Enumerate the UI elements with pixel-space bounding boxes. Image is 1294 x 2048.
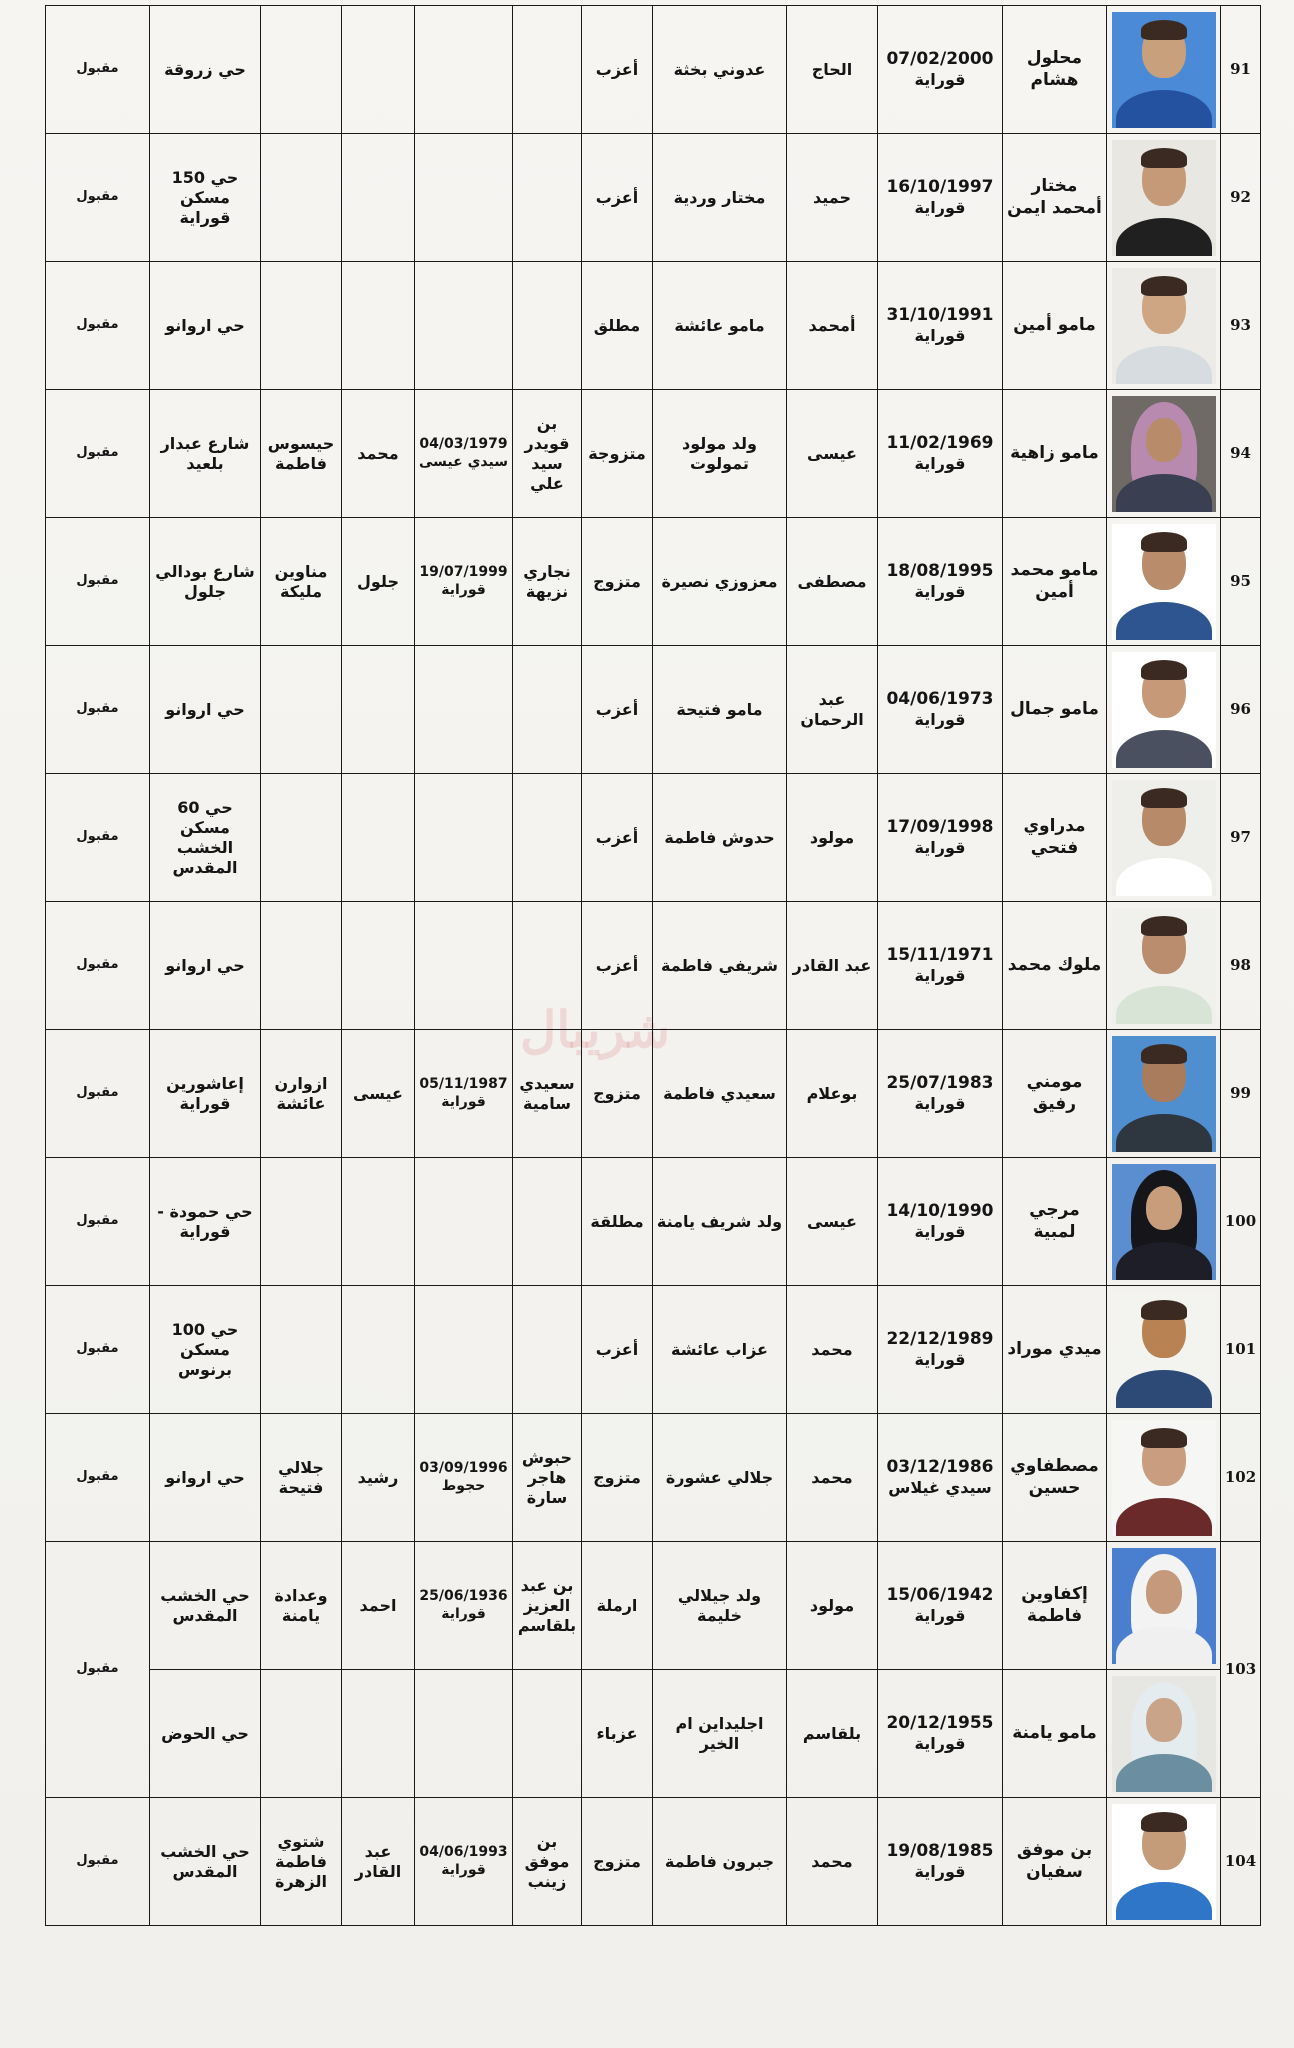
full-name: ميدي موراد bbox=[1003, 1286, 1107, 1414]
father-name: الحاج bbox=[787, 6, 878, 134]
torso-shape bbox=[1116, 986, 1212, 1024]
full-name: مامو محمد أمين bbox=[1003, 518, 1107, 646]
photo-cell bbox=[1107, 1158, 1221, 1286]
birth-date-place bbox=[878, 1798, 1003, 1926]
photo-cell bbox=[1107, 518, 1221, 646]
birth-date-place bbox=[878, 390, 1003, 518]
birth-place: قوراية bbox=[914, 198, 966, 218]
address: شارع بودالي جلول bbox=[150, 518, 261, 646]
mother-name: جلالي عشورة bbox=[653, 1414, 787, 1542]
birth-date: 15/11/1971 bbox=[886, 944, 994, 965]
person-photo bbox=[1112, 1420, 1216, 1536]
spouse-birth bbox=[415, 646, 513, 774]
spouse-birth-place: قوراية bbox=[441, 1861, 486, 1878]
row-number: 92 bbox=[1221, 134, 1261, 262]
marital-status: متزوج bbox=[582, 1414, 653, 1542]
photo-cell bbox=[1107, 6, 1221, 134]
table-row bbox=[46, 1670, 1261, 1798]
birth-date-place bbox=[878, 902, 1003, 1030]
spouse-birth-date: 05/11/1987 bbox=[419, 1076, 508, 1092]
row-number: 103 bbox=[1221, 1542, 1261, 1798]
person-photo bbox=[1112, 12, 1216, 128]
spouse-birth bbox=[415, 518, 513, 646]
mother-name: مامو عائشة bbox=[653, 262, 787, 390]
row-number: 101 bbox=[1221, 1286, 1261, 1414]
person-photo bbox=[1112, 652, 1216, 768]
birth-place: قوراية bbox=[914, 326, 966, 346]
person-photo bbox=[1112, 908, 1216, 1024]
photo-cell bbox=[1107, 1414, 1221, 1542]
mother-name: ولد شريف يامنة bbox=[653, 1158, 787, 1286]
row-number: 102 bbox=[1221, 1414, 1261, 1542]
birth-place: قوراية bbox=[914, 1862, 966, 1882]
birth-date-place bbox=[878, 134, 1003, 262]
birth-date-place bbox=[878, 1414, 1003, 1542]
torso-shape bbox=[1116, 730, 1212, 768]
photo-cell bbox=[1107, 646, 1221, 774]
face-shape bbox=[1146, 1186, 1182, 1230]
spouse-birth-date: 19/07/1999 bbox=[419, 564, 508, 580]
spouse-mother-name bbox=[261, 1286, 342, 1414]
spouse-father-name bbox=[342, 262, 415, 390]
spouse-mother-name: حيسوس فاطمة bbox=[261, 390, 342, 518]
table-row bbox=[46, 902, 1261, 1030]
spouse-birth-place: سيدي عيسى bbox=[419, 453, 508, 470]
hair-shape bbox=[1141, 660, 1187, 680]
person-photo bbox=[1112, 1804, 1216, 1920]
spouse-father-name: احمد bbox=[342, 1542, 415, 1670]
full-name: مومني رفيق bbox=[1003, 1030, 1107, 1158]
photo-cell bbox=[1107, 1286, 1221, 1414]
person-photo bbox=[1112, 140, 1216, 256]
marital-status: متزوج bbox=[582, 518, 653, 646]
address: إعاشورين قوراية bbox=[150, 1030, 261, 1158]
decision-status: مقبول bbox=[46, 1158, 150, 1286]
watermark: شريبال bbox=[520, 1000, 671, 1059]
spouse-name bbox=[513, 1670, 582, 1798]
spouse-mother-name bbox=[261, 6, 342, 134]
spouse-mother-name: مناوين مليكة bbox=[261, 518, 342, 646]
decision-status: مقبول bbox=[46, 646, 150, 774]
torso-shape bbox=[1116, 474, 1212, 512]
spouse-birth-place: حجوط bbox=[441, 1477, 486, 1494]
spouse-mother-name: وعدادة يامنة bbox=[261, 1542, 342, 1670]
spouse-mother-name bbox=[261, 902, 342, 1030]
birth-date: 25/07/1983 bbox=[886, 1072, 994, 1093]
spouse-name bbox=[513, 6, 582, 134]
address: شارع عبدار بلعيد bbox=[150, 390, 261, 518]
father-name: مصطفى bbox=[787, 518, 878, 646]
spouse-birth-date: 04/03/1979 bbox=[419, 436, 508, 452]
torso-shape bbox=[1116, 1498, 1212, 1536]
spouse-name: بن عبد العزيز بلقاسم bbox=[513, 1542, 582, 1670]
marital-status: مطلق bbox=[582, 262, 653, 390]
torso-shape bbox=[1116, 1626, 1212, 1664]
father-name: محمد bbox=[787, 1798, 878, 1926]
father-name: عبد الرحمان bbox=[787, 646, 878, 774]
torso-shape bbox=[1116, 218, 1212, 256]
spouse-birth bbox=[415, 1414, 513, 1542]
spouse-mother-name: شتوي فاطمة الزهرة bbox=[261, 1798, 342, 1926]
torso-shape bbox=[1116, 602, 1212, 640]
spouse-birth bbox=[415, 134, 513, 262]
spouse-father-name: رشيد bbox=[342, 1414, 415, 1542]
torso-shape bbox=[1116, 1754, 1212, 1792]
table-row bbox=[46, 1158, 1261, 1286]
hair-shape bbox=[1141, 532, 1187, 552]
birth-place: قوراية bbox=[914, 710, 966, 730]
birth-date-place bbox=[878, 1030, 1003, 1158]
birth-date: 31/10/1991 bbox=[886, 304, 994, 325]
row-number: 99 bbox=[1221, 1030, 1261, 1158]
birth-place: قوراية bbox=[914, 966, 966, 986]
father-name: بوعلام bbox=[787, 1030, 878, 1158]
marital-status: متزوجة bbox=[582, 390, 653, 518]
birth-date-place bbox=[878, 1158, 1003, 1286]
row-number: 100 bbox=[1221, 1158, 1261, 1286]
spouse-birth bbox=[415, 1158, 513, 1286]
face-shape bbox=[1146, 418, 1182, 462]
birth-date: 16/10/1997 bbox=[886, 176, 994, 197]
face-shape bbox=[1146, 1698, 1182, 1742]
birth-date-place bbox=[878, 6, 1003, 134]
birth-place: قوراية bbox=[914, 582, 966, 602]
full-name: مامو جمال bbox=[1003, 646, 1107, 774]
address: حي اروانو bbox=[150, 262, 261, 390]
decision-status: مقبول bbox=[46, 1286, 150, 1414]
marital-status: متزوج bbox=[582, 1030, 653, 1158]
birth-place: قوراية bbox=[914, 838, 966, 858]
spouse-name: بن قويدر سيد علي bbox=[513, 390, 582, 518]
spouse-father-name: جلول bbox=[342, 518, 415, 646]
decision-status: مقبول bbox=[46, 1798, 150, 1926]
spouse-birth bbox=[415, 390, 513, 518]
marital-status: أعزب bbox=[582, 6, 653, 134]
birth-place: قوراية bbox=[914, 1350, 966, 1370]
full-name: مامو أمين bbox=[1003, 262, 1107, 390]
address: حي الحوض bbox=[150, 1670, 261, 1798]
mother-name: اجليداين ام الخير bbox=[653, 1670, 787, 1798]
mother-name: مختار وردية bbox=[653, 134, 787, 262]
birth-date-place bbox=[878, 262, 1003, 390]
spouse-father-name bbox=[342, 1286, 415, 1414]
hair-shape bbox=[1141, 916, 1187, 936]
birth-date: 18/08/1995 bbox=[886, 560, 994, 581]
full-name: مامو زاهية bbox=[1003, 390, 1107, 518]
spouse-birth bbox=[415, 1798, 513, 1926]
full-name: مرجي لمبية bbox=[1003, 1158, 1107, 1286]
birth-place: قوراية bbox=[914, 1094, 966, 1114]
spouse-name bbox=[513, 1286, 582, 1414]
marital-status: أعزب bbox=[582, 646, 653, 774]
mother-name: عزاب عائشة bbox=[653, 1286, 787, 1414]
torso-shape bbox=[1116, 858, 1212, 896]
row-number: 94 bbox=[1221, 390, 1261, 518]
torso-shape bbox=[1116, 346, 1212, 384]
spouse-father-name bbox=[342, 902, 415, 1030]
spouse-birth bbox=[415, 1286, 513, 1414]
torso-shape bbox=[1116, 1242, 1212, 1280]
full-name: مدراوي فتحي bbox=[1003, 774, 1107, 902]
father-name: محمد bbox=[787, 1414, 878, 1542]
birth-place: قوراية bbox=[914, 1606, 966, 1626]
birth-date: 17/09/1998 bbox=[886, 816, 994, 837]
spouse-birth bbox=[415, 1542, 513, 1670]
spouse-father-name bbox=[342, 134, 415, 262]
person-photo bbox=[1112, 524, 1216, 640]
spouse-name bbox=[513, 262, 582, 390]
decision-status: مقبول bbox=[46, 6, 150, 134]
birth-place: قوراية bbox=[914, 1734, 966, 1754]
photo-cell bbox=[1107, 134, 1221, 262]
spouse-birth-date: 04/06/1993 bbox=[419, 1844, 508, 1860]
hair-shape bbox=[1141, 788, 1187, 808]
person-photo bbox=[1112, 1036, 1216, 1152]
hair-shape bbox=[1141, 1812, 1187, 1832]
birth-date: 03/12/1986 bbox=[886, 1456, 994, 1477]
beneficiaries-table bbox=[45, 5, 1261, 1926]
photo-cell bbox=[1107, 1670, 1221, 1798]
table-row bbox=[46, 1798, 1261, 1926]
table-row bbox=[46, 1542, 1261, 1670]
torso-shape bbox=[1116, 90, 1212, 128]
spouse-birth-date: 25/06/1936 bbox=[419, 1588, 508, 1604]
father-name: عيسى bbox=[787, 1158, 878, 1286]
photo-cell bbox=[1107, 774, 1221, 902]
hair-shape bbox=[1141, 1300, 1187, 1320]
full-name: مصطفاوي حسين bbox=[1003, 1414, 1107, 1542]
row-number: 98 bbox=[1221, 902, 1261, 1030]
mother-name: جبرون فاطمة bbox=[653, 1798, 787, 1926]
spouse-name bbox=[513, 646, 582, 774]
torso-shape bbox=[1116, 1114, 1212, 1152]
decision-status: مقبول bbox=[46, 262, 150, 390]
birth-date: 04/06/1973 bbox=[886, 688, 994, 709]
row-number: 96 bbox=[1221, 646, 1261, 774]
father-name: عبد القادر bbox=[787, 902, 878, 1030]
spouse-mother-name: جلالي فتيحة bbox=[261, 1414, 342, 1542]
spouse-birth-place: قوراية bbox=[441, 581, 486, 598]
photo-cell bbox=[1107, 902, 1221, 1030]
father-name: مولود bbox=[787, 1542, 878, 1670]
spouse-birth-date: 03/09/1996 bbox=[419, 1460, 508, 1476]
person-photo bbox=[1112, 780, 1216, 896]
father-name: عيسى bbox=[787, 390, 878, 518]
father-name: محمد bbox=[787, 1286, 878, 1414]
spouse-father-name bbox=[342, 646, 415, 774]
table-row bbox=[46, 390, 1261, 518]
person-photo bbox=[1112, 268, 1216, 384]
spouse-name bbox=[513, 902, 582, 1030]
marital-status: متزوج bbox=[582, 1798, 653, 1926]
mother-name: سعيدي فاطمة bbox=[653, 1030, 787, 1158]
full-name: محلول هشام bbox=[1003, 6, 1107, 134]
hair-shape bbox=[1141, 20, 1187, 40]
address: حي 100 مسكن برنوس bbox=[150, 1286, 261, 1414]
birth-place: قوراية bbox=[914, 1222, 966, 1242]
table-row bbox=[46, 518, 1261, 646]
spouse-father-name bbox=[342, 1670, 415, 1798]
birth-date-place bbox=[878, 1542, 1003, 1670]
birth-date-place bbox=[878, 646, 1003, 774]
spouse-birth-place: قوراية bbox=[441, 1605, 486, 1622]
decision-status: مقبول bbox=[46, 774, 150, 902]
row-number: 91 bbox=[1221, 6, 1261, 134]
marital-status: أعزب bbox=[582, 134, 653, 262]
table-row bbox=[46, 1414, 1261, 1542]
birth-date: 20/12/1955 bbox=[886, 1712, 994, 1733]
person-photo bbox=[1112, 396, 1216, 512]
spouse-father-name: محمد bbox=[342, 390, 415, 518]
spouse-name: سعيدي سامية bbox=[513, 1030, 582, 1158]
spouse-birth bbox=[415, 1670, 513, 1798]
birth-place: قوراية bbox=[914, 70, 966, 90]
full-name: مختار أمحمد ايمن bbox=[1003, 134, 1107, 262]
birth-date-place bbox=[878, 1670, 1003, 1798]
birth-date: 07/02/2000 bbox=[886, 48, 994, 69]
spouse-name: بن موفق زينب bbox=[513, 1798, 582, 1926]
decision-status: مقبول bbox=[46, 1542, 150, 1798]
decision-status: مقبول bbox=[46, 134, 150, 262]
mother-name: ولد جيلالي خليمة bbox=[653, 1542, 787, 1670]
spouse-mother-name bbox=[261, 262, 342, 390]
decision-status: مقبول bbox=[46, 390, 150, 518]
person-photo bbox=[1112, 1292, 1216, 1408]
table-row bbox=[46, 134, 1261, 262]
decision-status: مقبول bbox=[46, 518, 150, 646]
full-name: ملوك محمد bbox=[1003, 902, 1107, 1030]
table-row bbox=[46, 774, 1261, 902]
address: حي اروانو bbox=[150, 1414, 261, 1542]
spouse-mother-name: ازوارن عائشة bbox=[261, 1030, 342, 1158]
spouse-father-name bbox=[342, 1158, 415, 1286]
address: حي اروانو bbox=[150, 646, 261, 774]
spouse-father-name bbox=[342, 6, 415, 134]
decision-status: مقبول bbox=[46, 1030, 150, 1158]
spouse-name bbox=[513, 1158, 582, 1286]
birth-place: قوراية bbox=[914, 454, 966, 474]
full-name: بن موفق سفيان bbox=[1003, 1798, 1107, 1926]
person-photo bbox=[1112, 1164, 1216, 1280]
spouse-name: نجاري نزيهة bbox=[513, 518, 582, 646]
torso-shape bbox=[1116, 1370, 1212, 1408]
mother-name: حدوش فاطمة bbox=[653, 774, 787, 902]
address: حي 60 مسكن الخشب المقدس bbox=[150, 774, 261, 902]
father-name: حميد bbox=[787, 134, 878, 262]
spouse-mother-name bbox=[261, 646, 342, 774]
hair-shape bbox=[1141, 148, 1187, 168]
birth-date: 14/10/1990 bbox=[886, 1200, 994, 1221]
father-name: مولود bbox=[787, 774, 878, 902]
address: حي زروقة bbox=[150, 6, 261, 134]
row-number: 93 bbox=[1221, 262, 1261, 390]
mother-name: مامو فتيحة bbox=[653, 646, 787, 774]
full-name: إكفاوين فاطمة bbox=[1003, 1542, 1107, 1670]
photo-cell bbox=[1107, 1030, 1221, 1158]
spouse-father-name: عبد القادر bbox=[342, 1798, 415, 1926]
marital-status: أعزب bbox=[582, 902, 653, 1030]
hair-shape bbox=[1141, 1044, 1187, 1064]
decision-status: مقبول bbox=[46, 902, 150, 1030]
spouse-mother-name bbox=[261, 1158, 342, 1286]
table-row bbox=[46, 262, 1261, 390]
spouse-father-name: عيسى bbox=[342, 1030, 415, 1158]
full-name: مامو يامنة bbox=[1003, 1670, 1107, 1798]
marital-status: ارملة bbox=[582, 1542, 653, 1670]
birth-date: 15/06/1942 bbox=[886, 1584, 994, 1605]
spouse-birth bbox=[415, 262, 513, 390]
address: حي الخشب المقدس bbox=[150, 1798, 261, 1926]
table-row bbox=[46, 646, 1261, 774]
marital-status: مطلقة bbox=[582, 1158, 653, 1286]
row-number: 104 bbox=[1221, 1798, 1261, 1926]
spouse-birth-place: قوراية bbox=[441, 1093, 486, 1110]
birth-date: 22/12/1989 bbox=[886, 1328, 994, 1349]
spouse-name bbox=[513, 774, 582, 902]
spouse-birth bbox=[415, 1030, 513, 1158]
birth-date-place bbox=[878, 774, 1003, 902]
marital-status: أعزب bbox=[582, 1286, 653, 1414]
torso-shape bbox=[1116, 1882, 1212, 1920]
birth-date-place bbox=[878, 1286, 1003, 1414]
mother-name: عدوني بخثة bbox=[653, 6, 787, 134]
table-row bbox=[46, 6, 1261, 134]
spouse-mother-name bbox=[261, 134, 342, 262]
photo-cell bbox=[1107, 390, 1221, 518]
face-shape bbox=[1146, 1570, 1182, 1614]
decision-status: مقبول bbox=[46, 1414, 150, 1542]
spouse-name: حبوش هاجر سارة bbox=[513, 1414, 582, 1542]
marital-status: عزباء bbox=[582, 1670, 653, 1798]
spouse-father-name bbox=[342, 774, 415, 902]
photo-cell bbox=[1107, 1542, 1221, 1670]
person-photo bbox=[1112, 1676, 1216, 1792]
address: حي 150 مسكن قوراية bbox=[150, 134, 261, 262]
birth-date-place bbox=[878, 518, 1003, 646]
spouse-mother-name bbox=[261, 1670, 342, 1798]
hair-shape bbox=[1141, 1428, 1187, 1448]
address: حي حمودة - قوراية bbox=[150, 1158, 261, 1286]
mother-name: شريفي فاطمة bbox=[653, 902, 787, 1030]
spouse-name bbox=[513, 134, 582, 262]
marital-status: أعزب bbox=[582, 774, 653, 902]
mother-name: معزوزي نصيرة bbox=[653, 518, 787, 646]
spouse-mother-name bbox=[261, 774, 342, 902]
address: حي اروانو bbox=[150, 902, 261, 1030]
table-row bbox=[46, 1030, 1261, 1158]
father-name: أمحمد bbox=[787, 262, 878, 390]
spouse-birth bbox=[415, 902, 513, 1030]
row-number: 97 bbox=[1221, 774, 1261, 902]
spouse-birth bbox=[415, 6, 513, 134]
address: حي الخشب المقدس bbox=[150, 1542, 261, 1670]
father-name: بلقاسم bbox=[787, 1670, 878, 1798]
hair-shape bbox=[1141, 276, 1187, 296]
spouse-birth bbox=[415, 774, 513, 902]
birth-date: 19/08/1985 bbox=[886, 1840, 994, 1861]
birth-date: 11/02/1969 bbox=[886, 432, 994, 453]
photo-cell bbox=[1107, 1798, 1221, 1926]
person-photo bbox=[1112, 1548, 1216, 1664]
mother-name: ولد مولود تمولوت bbox=[653, 390, 787, 518]
photo-cell bbox=[1107, 262, 1221, 390]
table-row bbox=[46, 1286, 1261, 1414]
row-number: 95 bbox=[1221, 518, 1261, 646]
birth-place: سيدي غيلاس bbox=[888, 1478, 992, 1498]
